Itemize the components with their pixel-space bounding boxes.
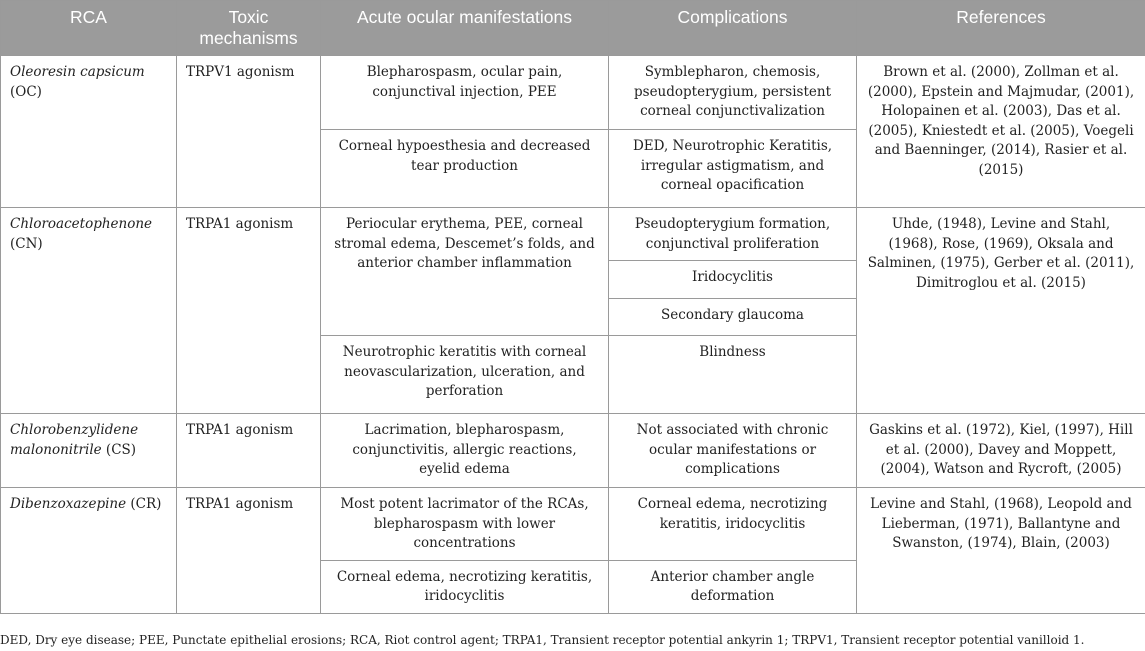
mechanism-cell: TRPV1 agonism xyxy=(177,56,321,208)
header-references: References xyxy=(857,1,1145,56)
header-acute-ocular-manifestations: Acute ocular manifestations xyxy=(321,1,609,56)
manifestation-cell: Periocular erythema, PEE, corneal stromal edema, Descemet’s folds, and anterior chamber inflammation xyxy=(321,208,609,336)
agent-cell-cr xyxy=(1,488,177,614)
manifestation-cell: Most potent lacrimator of the RCAs, blepharospasm with lower concentrations xyxy=(321,488,609,561)
complication-cell: Symblepharon, chemosis, pseudopterygium, persistent corneal conjunctivalization xyxy=(609,56,857,130)
agent-name: Chlorobenzylidene malononitrile xyxy=(10,422,139,458)
agent-abbr: (OC) xyxy=(10,83,42,100)
complication-cell: Pseudopterygium formation, conjunctival proliferation xyxy=(609,208,857,261)
agent-cell-cn xyxy=(1,208,177,414)
complication-cell: Iridocyclitis xyxy=(609,261,857,299)
table-footnote: DED, Dry eye disease; PEE, Punctate epithelial erosions; RCA, Riot control agent; TRPA1, Transient receptor potential ankyrin 1; TRPV1, Transient receptor potential vanilloid 1. xyxy=(0,633,1085,647)
agent-abbr: (CN) xyxy=(10,235,43,252)
table-row-cs xyxy=(1,414,1145,488)
agent-name: Dibenzoxazepine xyxy=(10,496,127,512)
agent-abbr: (CS) xyxy=(101,441,137,458)
mechanism-cell: TRPA1 agonism xyxy=(177,414,321,488)
table-row-cr xyxy=(1,488,1145,561)
complication-cell: Blindness xyxy=(609,336,857,414)
complication-cell: DED, Neurotrophic Keratitis, irregular astigmatism, and corneal opacification xyxy=(609,130,857,208)
manifestation-cell: Corneal edema, necrotizing keratitis, iridocyclitis xyxy=(321,560,609,613)
table-row-oc xyxy=(1,56,1145,130)
references-cell: Gaskins et al. (1972), Kiel, (1997), Hill et al. (2000), Davey and Moppett, (2004), Watson and Rycroft, (2005) xyxy=(857,414,1145,488)
agent-name: Oleoresin capsicum xyxy=(10,64,145,80)
references-cell: Uhde, (1948), Levine and Stahl, (1968), Rose, (1969), Oksala and Salminen, (1975), Gerber et al. (2011), Dimitroglou et al. (2015) xyxy=(857,208,1145,414)
references-cell: Brown et al. (2000), Zollman et al. (2000), Epstein and Majmudar, (2001), Holopainen et al. (2003), Das et al. (2005), Kniestedt et al. (2005), Voegeli and Baenninger, (2014), Rasier et al. (2015) xyxy=(857,56,1145,208)
manifestation-cell: Neurotrophic keratitis with corneal neovascularization, ulceration, and perforation xyxy=(321,336,609,414)
manifestation-cell: Lacrimation, blepharospasm, conjunctivitis, allergic reactions, eyelid edema xyxy=(321,414,609,488)
mechanism-cell: TRPA1 agonism xyxy=(177,488,321,614)
complication-cell: Corneal edema, necrotizing keratitis, iridocyclitis xyxy=(609,488,857,561)
agent-name: Chloroacetophenone xyxy=(10,216,153,232)
manifestation-cell: Corneal hypoesthesia and decreased tear production xyxy=(321,130,609,208)
references-cell: Levine and Stahl, (1968), Leopold and Lieberman, (1971), Ballantyne and Swanston, (1974), Blain, (2003) xyxy=(857,488,1145,614)
complication-cell: Anterior chamber angle deformation xyxy=(609,560,857,613)
header-rca: RCA xyxy=(1,1,177,56)
agent-abbr: (CR) xyxy=(126,496,162,512)
agent-cell-cs xyxy=(1,414,177,488)
table-row-cn xyxy=(1,208,1145,261)
header-toxic-mechanisms: Toxic mechanisms xyxy=(177,1,321,56)
header-complications: Complications xyxy=(609,1,857,56)
complication-cell: Not associated with chronic ocular manifestations or complications xyxy=(609,414,857,488)
complication-cell: Secondary glaucoma xyxy=(609,299,857,336)
agent-cell-oc xyxy=(1,56,177,208)
header-row xyxy=(1,1,1145,56)
mechanism-cell: TRPA1 agonism xyxy=(177,208,321,414)
manifestation-cell: Blepharospasm, ocular pain, conjunctival injection, PEE xyxy=(321,56,609,130)
